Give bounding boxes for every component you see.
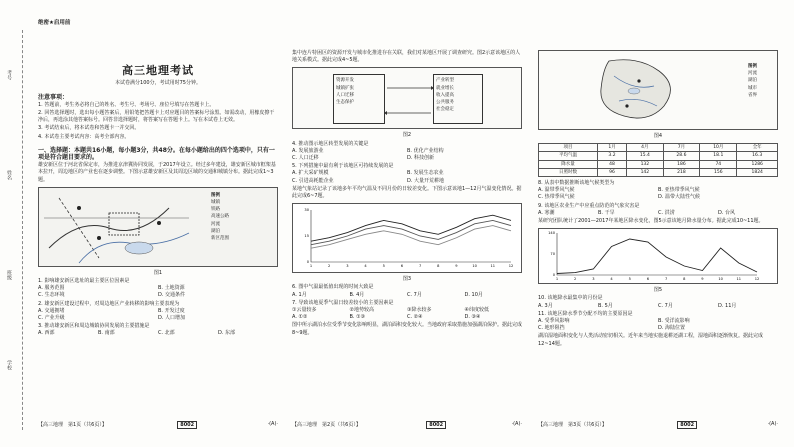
legend-title: 图例 [211,192,220,198]
table-cell: 15.4 [627,152,664,160]
q8-options [538,187,778,201]
diagram-item: 产业转型 [436,78,454,84]
x-tick-label: 6 [646,277,650,282]
diagram-item: 社会稳定 [436,107,454,113]
option[interactable]: C. 引进高耗能企业 [292,177,334,184]
figure-caption: 图2 [402,132,412,139]
binding-label: 姓名 [6,170,12,180]
legend-item: 高速公路 [211,214,229,220]
x-tick-label: 11 [736,277,742,282]
question-1: 1. 影响雄安新区选址的最主要区位因素是 [38,278,130,285]
q3-options [38,330,278,337]
figure-caption: 图4 [653,133,663,139]
option[interactable]: D. 10月 [464,291,483,298]
option[interactable]: A. 受季风影响 [538,318,570,325]
new-area-boundary [109,213,139,235]
line-chart-2 [539,229,777,283]
lake-shape [628,88,640,94]
option[interactable]: A. 1月 [292,291,307,298]
notice-item: 4. 本试卷主要考试内容：高考全部内容。 [38,133,130,140]
province-map [538,50,778,130]
question-10: 10. 该地降水最集中的月份是 [538,295,603,302]
diagram-item: 公共服务 [436,100,454,106]
option[interactable]: D. 大量开荒耕地 [407,177,445,184]
notice-item: 2. 回答选择题时，选出每小题答案后，用铅笔把答题卡上对应题目的答案标号涂黑。如需改动，用橡皮擦干净后，再选涂其他答案标号。回答非选择题时，将答案写在答题卡上。写在本试卷上无效。 [38,110,275,124]
option[interactable]: D. 交通条件 [158,292,186,299]
option[interactable]: B. ①③ [349,314,366,321]
table-cell: 48 [597,160,626,168]
x-tick-label: 3 [346,264,349,269]
x-tick-label: 4 [610,277,613,282]
x-tick-label: 10 [718,277,723,282]
table-cell: 142 [627,168,664,176]
diagram-item: 生态保护 [336,100,354,106]
x-tick-label: 2 [328,264,331,269]
legend-title: 图例 [748,64,757,69]
statement: ③降水较多 [407,307,432,314]
question-2: 2. 雄安新区建设过程中，对周边地区产业转移的影响主要表现为 [38,300,180,307]
notice-item: 3. 考试结束后，将本试卷和答题卡一并交回。 [38,125,140,132]
table-cell: 降水量 [539,160,598,168]
question-intro: 湖泊湿地面积变化与人类活动密切相关。近年来当地实施退耕还湖工程，湿地面积逐渐恢复。据此完成12~14题。 [538,333,764,347]
page-footer [538,421,778,429]
x-tick-label: 12 [754,277,760,282]
legend-item: 湖泊 [211,228,220,234]
legend-item: 河流 [211,221,220,227]
relation-diagram [292,67,522,129]
map-legend [211,192,273,242]
notice-heading: 注意事项： [38,93,69,101]
question-intro: 图中所示湖泊水位受季节变化影响明显，湖泊面积变化较大。当地政府采取措施加强湖泊保护。据此完成8~9题。 [292,322,523,336]
page-footer [292,421,522,429]
question-11: 11. 该地区降水季节分配不均的主要原因是 [538,310,633,317]
legend-item: 湖泊 [748,78,757,84]
x-tick-label: 2 [574,277,577,282]
option[interactable]: C. ②④ [407,314,423,321]
option[interactable]: B. 优化产业结构 [407,147,444,154]
climate-table [538,143,778,177]
exam-title: 高三地理考试 [122,64,194,78]
table-cell: 平均气温 [539,152,598,160]
option[interactable]: A. 发展旅游业 [292,147,324,154]
x-tick-label: 8 [437,264,440,269]
footer-code: 8002 [426,421,446,429]
y-tick-label: 30 [304,208,309,213]
q2-options [38,308,278,322]
option[interactable]: D. 东部 [218,330,236,337]
question-intro: 某研究团队统计了2001—2017年某地区降水变化，图5示意该地月降水量分布。据此完成10~11题。 [538,218,764,225]
option[interactable]: A. 服务范围 [38,285,65,292]
option[interactable]: B. 土地资源 [158,285,185,292]
table-header-row [539,144,778,152]
page-column-3 [538,10,778,348]
footer-version: ·(A)· [267,421,278,427]
city-dot [625,104,628,107]
option[interactable]: B. 发展生态农业 [407,170,444,177]
table-header-cell: 项目 [539,144,598,152]
table-cell: 218 [663,168,700,176]
option[interactable]: D. 台风 [718,209,736,216]
chart-axes [557,233,757,275]
footer-code: 8002 [177,421,197,429]
series-line [311,226,511,249]
option[interactable]: B. 开发过度 [158,307,185,314]
diagram-arrows [293,68,521,128]
province-map-svg [539,51,777,129]
map-legend [748,63,757,99]
option[interactable]: C. 热带季风气候 [538,194,575,201]
figure-caption: 图3 [402,276,412,283]
option[interactable]: A. 温带季风气候 [538,187,575,194]
y-tick-label: 15 [304,234,309,239]
question-9: 9. 该地区农业生产中应重点防范的气象灾害是 [538,202,640,209]
town-dot [157,221,161,225]
x-tick-label: 7 [664,277,668,282]
option[interactable]: B. 亚热带季风气候 [658,187,700,194]
option[interactable]: D. 温带大陆性气候 [658,194,701,201]
table-cell: 1286 [737,160,778,168]
option[interactable]: B. 受洋流影响 [658,318,690,325]
binding-margin [4,40,34,430]
option[interactable]: D. 海陆位置 [658,325,686,332]
page-footer [38,421,278,429]
lake-shape [125,242,153,254]
diagram-item: 就业增长 [436,85,454,91]
x-tick-label: 9 [701,277,704,282]
x-tick-label: 9 [455,264,458,269]
table-row [539,160,778,168]
footer-page-label: 【高三地理 第3页（共6页）】 [538,422,607,428]
q1-options [38,285,278,299]
town-dot [97,236,101,240]
question-8: 8. 从表中数据推断该地气候类型为 [538,180,615,187]
confidential-mark: 绝密★启用前 [38,20,71,26]
q7-options [292,314,522,321]
option[interactable]: C. 洪涝 [658,209,675,216]
section-heading: 一、选择题：本题共16小题，每小题3分，共48分。在每小题给出的四个选项中，只有一项是符合题目要求的。 [38,146,275,162]
arrow-head [384,111,387,115]
question-5: 5. 下列措施中最有利于该地区可持续发展的是 [292,163,394,170]
table-header-cell: 1月 [597,144,626,152]
x-tick-label: 6 [400,264,404,269]
question-7: 7. 导致该地夏季气温日较差较小的主要因素是 [292,299,394,306]
x-tick-label: 7 [418,264,422,269]
y-tick-label: 0 [552,273,555,278]
series-line [557,239,757,274]
q10-options [538,303,778,310]
option[interactable]: A. ①② [292,314,308,321]
table-cell: 1824 [737,168,778,176]
y-tick-label: 70 [550,252,555,257]
binding-label: 考号 [6,70,12,80]
diagram-item: 资源开发 [336,78,354,84]
page-column-2 [292,10,522,337]
table-row [539,152,778,160]
legend-item: 新区范围 [211,236,229,242]
option[interactable]: C. 7月 [658,302,673,309]
option[interactable]: D. 科技创新 [407,155,435,162]
y-tick-label: 0 [306,260,309,265]
q11-options [538,318,778,332]
q6-options [292,292,522,299]
legend-item: 铁路 [211,207,220,213]
legend-item: 省界 [748,92,757,98]
x-tick-label: 11 [490,264,496,269]
table-header-cell: 10月 [700,144,737,152]
table-cell: 16.3 [737,152,778,160]
x-tick-label: 1 [309,264,313,269]
footer-code: 8002 [677,421,697,429]
option[interactable]: A. 西部 [38,330,55,337]
q7-statements [292,307,522,314]
question-intro: 雄安新区位于河北省保定市，为推进京津冀协同发展，于2017年设立。经过多年建设，雄安新区城市框架基本拉开，周边地区的产业也在逐步调整。下图示意雄安新区及其周边区域的交通和城镇分布。据此完成1~3题。 [38,162,276,183]
x-tick-label: 5 [382,264,385,269]
option[interactable]: B. 4月 [349,291,365,298]
footer-version: ·(A)· [511,421,522,427]
legend-item: 城镇 [211,200,220,206]
q4-options [292,148,522,162]
arrow-head [431,86,434,90]
table-cell: 156 [700,168,737,176]
question-intro: 某地气象站记录了该地多年平均气温及不同月份的日较差变化。下图示意该地1—12月气温变化情况。据此完成6~7题。 [292,185,522,200]
x-tick-label: 10 [472,264,477,269]
diagram-item: 收入提高 [436,92,454,98]
footer-page-label: 【高三地理 第1页（共6页）】 [38,422,107,428]
option[interactable]: B. 5月 [598,302,613,309]
legend-item: 城市 [748,85,757,91]
table-cell: 日照时数 [539,168,598,176]
table-cell: 28.6 [663,152,700,160]
city-dot [637,79,640,82]
diagram-item: 人口迁移 [336,92,354,98]
footer-version: ·(A)· [767,421,778,427]
option[interactable]: C. 北部 [158,330,175,337]
x-tick-label: 1 [555,277,559,282]
binding-label: 班级 [6,270,12,280]
precipitation-chart [538,228,778,284]
footer-page-label: 【高三地理 第2页（共6页）】 [292,422,361,428]
y-tick-label: 140 [548,231,555,236]
table-header-cell: 4月 [627,144,664,152]
x-tick-label: 12 [508,264,514,269]
table-cell: 186 [663,160,700,168]
question-intro: 集中连片特困区的资源开发与城市化推进存在关联，我们对某地区开展了调查研究。图2示意该地区的人地关系模式。据此完成4~5题。 [292,50,521,64]
option[interactable]: C. 人口迁移 [292,155,319,162]
option[interactable]: A. 交通拥堵 [38,307,65,314]
option[interactable]: B. 南部 [98,330,115,337]
option[interactable]: A. 寒潮 [538,209,555,216]
statement: ①云量较多 [292,307,317,314]
option[interactable]: A. 3月 [538,302,553,309]
x-tick-label: 8 [683,277,686,282]
table-cell: 3.2 [597,152,626,160]
x-tick-label: 4 [364,264,367,269]
temperature-chart [292,203,522,273]
line-chart-1 [293,204,521,272]
diagram-item: 城镇扩张 [336,85,354,91]
statement: ④纬度较低 [464,307,489,314]
table-header-cell: 全年 [737,144,778,152]
town-dot [77,206,81,210]
table-cell: 132 [627,160,664,168]
option[interactable]: A. 扩大采矿规模 [292,170,329,177]
option[interactable]: C. 7月 [407,291,422,298]
table-row [539,168,778,176]
page-column-1 [38,10,278,338]
option[interactable]: C. 生态环境 [38,292,65,299]
question-3: 3. 推动雄安新区和周边城镇协同发展的主要措施是 [38,323,150,330]
table-header-cell: 7月 [663,144,700,152]
legend-item: 河流 [748,71,757,77]
option[interactable]: D. 11月 [718,302,737,309]
option[interactable]: B. 干旱 [598,209,615,216]
q5-options [292,170,522,184]
map-figure [38,187,278,267]
option[interactable]: D. ③④ [464,314,481,321]
option[interactable]: D. 人口增加 [158,315,186,322]
table-cell: 18.1 [700,152,737,160]
option[interactable]: C. 产业升级 [38,315,65,322]
q9-options [538,210,778,217]
x-tick-label: 5 [628,277,631,282]
table-cell: 96 [597,168,626,176]
option[interactable]: C. 地形阻挡 [538,325,565,332]
question-4: 4. 推动图示地区转型发展的关键是 [292,140,369,147]
question-6: 6. 图中气温最低值出现的时间大致是 [292,284,374,291]
figure-caption: 图1 [153,269,163,276]
statement: ②地势较高 [349,307,374,314]
x-tick-label: 3 [592,277,595,282]
binding-label: 学校 [6,360,12,370]
exam-info: 本试卷满分100分，考试用时75分钟。 [115,80,201,87]
notice-item: 1. 答题前，考生务必将自己的姓名、考生号、考场号、座位号填写在答题卡上。 [38,101,215,108]
figure-caption: 图5 [653,287,663,294]
table-cell: 74 [700,160,737,168]
